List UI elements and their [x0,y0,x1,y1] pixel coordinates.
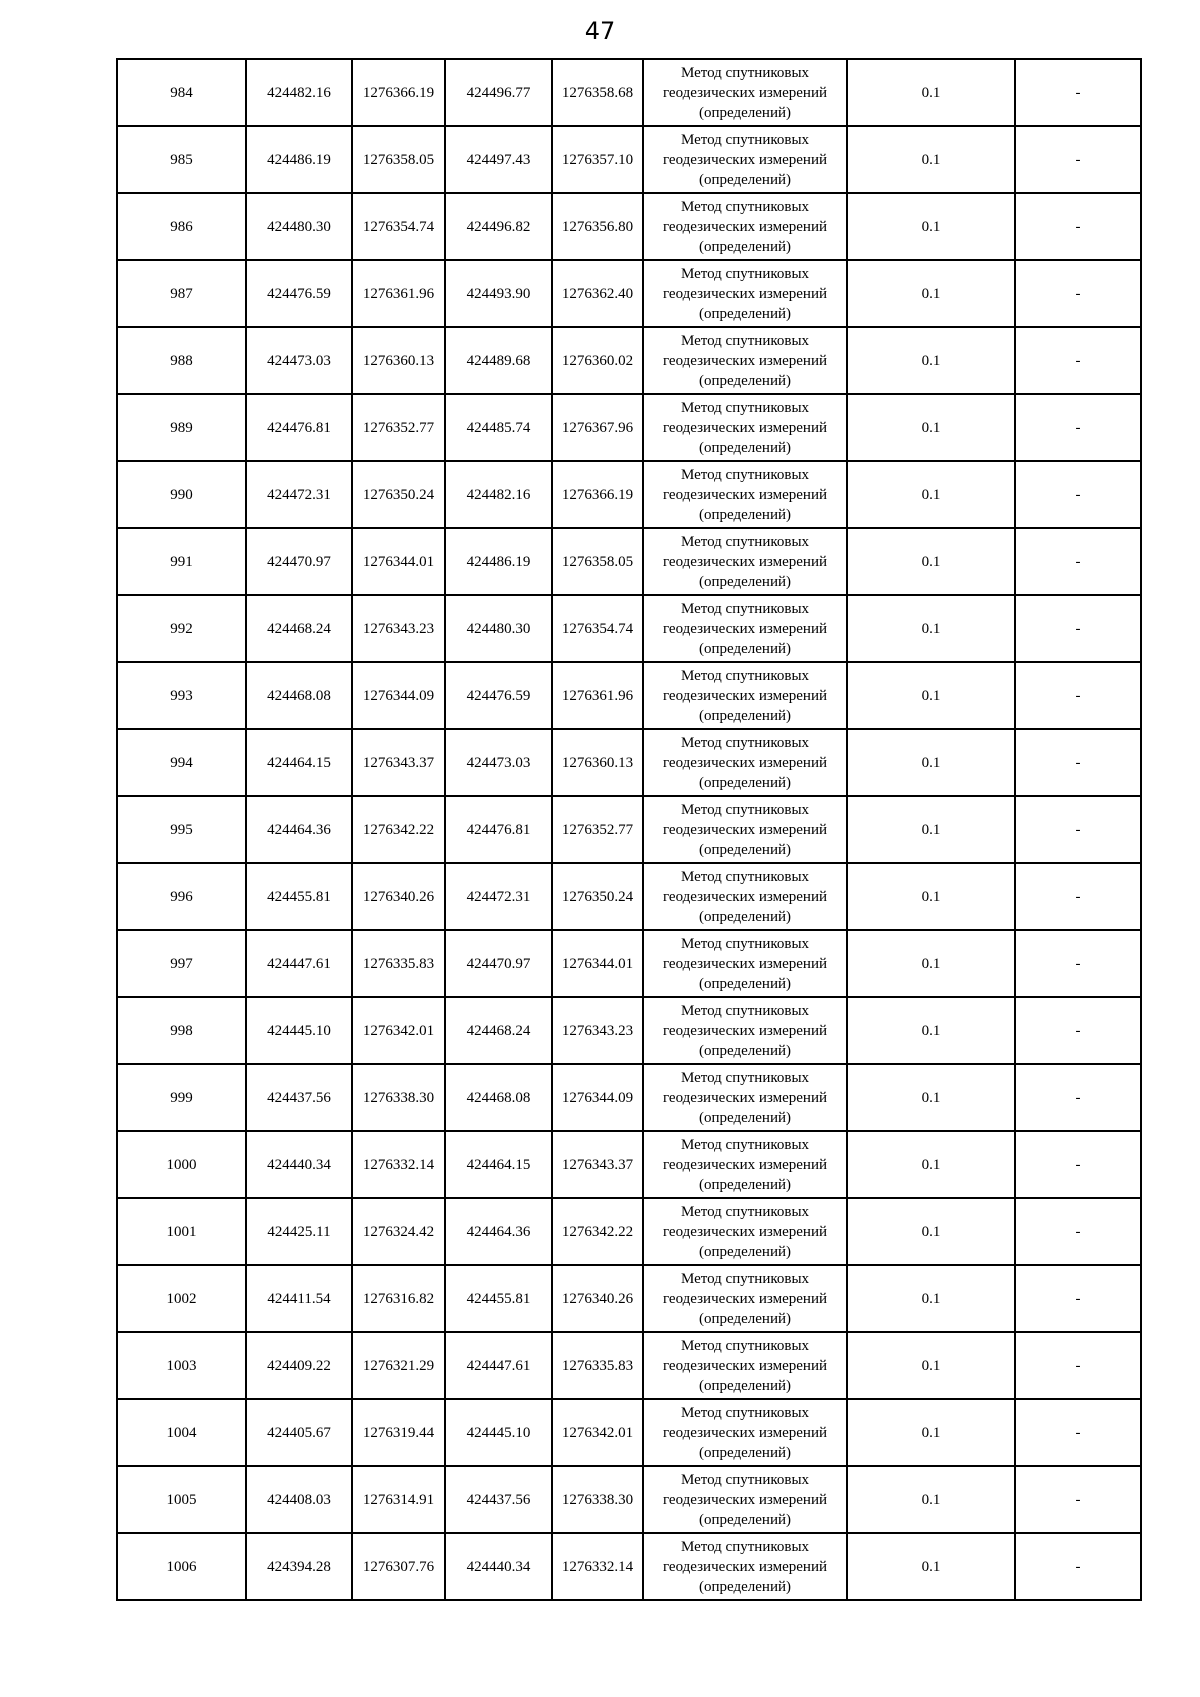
new-y-cell: 1276335.83 [552,1332,643,1399]
method-line: (определений) [699,1310,791,1327]
new-x-cell: 424496.82 [445,193,552,260]
method-line: (определений) [699,841,791,858]
existing-y-cell: 1276340.26 [352,863,445,930]
point-number-cell: 1006 [117,1533,246,1600]
method-line: геодезических измерений [662,1022,828,1039]
table-row [117,595,1141,662]
method-line: (определений) [699,707,791,724]
new-y-cell: 1276343.23 [552,997,643,1064]
existing-y-cell: 1276338.30 [352,1064,445,1131]
accuracy-cell: 0.1 [847,1265,1015,1332]
new-x-cell: 424455.81 [445,1265,552,1332]
method-line: (определений) [699,1511,791,1528]
table-row [117,1466,1141,1533]
method-line: (определений) [699,238,791,255]
method-line: Метод спутниковых [680,399,810,416]
table-row [117,1332,1141,1399]
method-line: геодезических измерений [662,1424,828,1441]
method-line: (определений) [699,439,791,456]
existing-x-cell: 424464.15 [246,729,352,796]
table-row [117,1198,1141,1265]
note-cell: - [1015,193,1141,260]
note-cell: - [1015,1332,1141,1399]
note-cell: - [1015,1399,1141,1466]
method-cell [643,729,847,796]
table-row [117,1131,1141,1198]
method-line: Метод спутниковых [680,466,810,483]
existing-y-cell: 1276321.29 [352,1332,445,1399]
note-cell: - [1015,997,1141,1064]
accuracy-cell: 0.1 [847,595,1015,662]
note-cell: - [1015,930,1141,997]
accuracy-cell: 0.1 [847,1332,1015,1399]
existing-y-cell: 1276342.01 [352,997,445,1064]
existing-y-cell: 1276343.23 [352,595,445,662]
table-row [117,327,1141,394]
point-number-cell: 990 [117,461,246,528]
method-line: (определений) [699,1444,791,1461]
method-line: (определений) [699,1042,791,1059]
existing-x-cell: 424482.16 [246,59,352,126]
method-line: Метод спутниковых [680,801,810,818]
accuracy-cell: 0.1 [847,1399,1015,1466]
new-x-cell: 424485.74 [445,394,552,461]
existing-y-cell: 1276358.05 [352,126,445,193]
method-line: геодезических измерений [662,1558,828,1575]
existing-x-cell: 424408.03 [246,1466,352,1533]
table-row [117,461,1141,528]
point-number-cell: 1002 [117,1265,246,1332]
new-y-cell: 1276367.96 [552,394,643,461]
method-line: (определений) [699,573,791,590]
new-x-cell: 424470.97 [445,930,552,997]
existing-y-cell: 1276366.19 [352,59,445,126]
accuracy-cell: 0.1 [847,461,1015,528]
new-x-cell: 424486.19 [445,528,552,595]
new-x-cell: 424464.36 [445,1198,552,1265]
new-x-cell: 424437.56 [445,1466,552,1533]
new-x-cell: 424496.77 [445,59,552,126]
note-cell: - [1015,327,1141,394]
note-cell: - [1015,1466,1141,1533]
method-line: Метод спутниковых [680,734,810,751]
existing-x-cell: 424464.36 [246,796,352,863]
method-cell [643,193,847,260]
table-row [117,193,1141,260]
method-line: (определений) [699,1377,791,1394]
method-line: Метод спутниковых [680,131,810,148]
table-row [117,997,1141,1064]
new-y-cell: 1276357.10 [552,126,643,193]
table-row [117,796,1141,863]
method-line: геодезических измерений [662,754,828,771]
method-line: Метод спутниковых [680,1471,810,1488]
method-line: Метод спутниковых [680,533,810,550]
existing-x-cell: 424440.34 [246,1131,352,1198]
note-cell: - [1015,528,1141,595]
method-cell [643,930,847,997]
new-x-cell: 424440.34 [445,1533,552,1600]
existing-x-cell: 424447.61 [246,930,352,997]
method-cell [643,528,847,595]
method-line: геодезических измерений [662,218,828,235]
accuracy-cell: 0.1 [847,394,1015,461]
table-body [117,59,1141,1600]
point-number-cell: 985 [117,126,246,193]
point-number-cell: 1005 [117,1466,246,1533]
method-cell [643,863,847,930]
method-line: геодезических измерений [662,620,828,637]
accuracy-cell: 0.1 [847,1131,1015,1198]
existing-y-cell: 1276360.13 [352,327,445,394]
new-y-cell: 1276358.68 [552,59,643,126]
new-x-cell: 424472.31 [445,863,552,930]
method-cell [643,595,847,662]
method-cell [643,997,847,1064]
table-row [117,930,1141,997]
method-line: геодезических измерений [662,687,828,704]
method-line: геодезических измерений [662,151,828,168]
note-cell: - [1015,126,1141,193]
accuracy-cell: 0.1 [847,930,1015,997]
existing-y-cell: 1276343.37 [352,729,445,796]
point-number-cell: 1003 [117,1332,246,1399]
new-y-cell: 1276361.96 [552,662,643,729]
new-y-cell: 1276332.14 [552,1533,643,1600]
point-number-cell: 987 [117,260,246,327]
table-row [117,59,1141,126]
accuracy-cell: 0.1 [847,863,1015,930]
existing-y-cell: 1276350.24 [352,461,445,528]
table-row [117,1064,1141,1131]
note-cell: - [1015,260,1141,327]
point-number-cell: 996 [117,863,246,930]
existing-y-cell: 1276335.83 [352,930,445,997]
accuracy-cell: 0.1 [847,1198,1015,1265]
table-row [117,394,1141,461]
note-cell: - [1015,1131,1141,1198]
method-cell [643,327,847,394]
method-cell [643,662,847,729]
method-cell [643,126,847,193]
note-cell: - [1015,1265,1141,1332]
method-line: геодезических измерений [662,553,828,570]
method-line: Метод спутниковых [680,1002,810,1019]
method-line: геодезических измерений [662,821,828,838]
method-cell [643,394,847,461]
new-y-cell: 1276356.80 [552,193,643,260]
new-y-cell: 1276352.77 [552,796,643,863]
new-y-cell: 1276366.19 [552,461,643,528]
method-line: Метод спутниковых [680,1203,810,1220]
point-number-cell: 994 [117,729,246,796]
point-number-cell: 984 [117,59,246,126]
accuracy-cell: 0.1 [847,260,1015,327]
existing-y-cell: 1276332.14 [352,1131,445,1198]
existing-x-cell: 424480.30 [246,193,352,260]
method-cell [643,1533,847,1600]
existing-y-cell: 1276307.76 [352,1533,445,1600]
existing-x-cell: 424476.59 [246,260,352,327]
accuracy-cell: 0.1 [847,796,1015,863]
point-number-cell: 998 [117,997,246,1064]
coordinates-table [116,58,1142,1601]
method-line: (определений) [699,372,791,389]
point-number-cell: 997 [117,930,246,997]
existing-y-cell: 1276344.09 [352,662,445,729]
new-y-cell: 1276344.09 [552,1064,643,1131]
method-line: Метод спутниковых [680,265,810,282]
point-number-cell: 1004 [117,1399,246,1466]
method-line: (определений) [699,171,791,188]
existing-x-cell: 424472.31 [246,461,352,528]
new-x-cell: 424445.10 [445,1399,552,1466]
method-line: Метод спутниковых [680,667,810,684]
method-line: Метод спутниковых [680,64,810,81]
existing-x-cell: 424486.19 [246,126,352,193]
point-number-cell: 988 [117,327,246,394]
method-line: (определений) [699,1176,791,1193]
new-y-cell: 1276340.26 [552,1265,643,1332]
method-line: геодезических измерений [662,84,828,101]
table-row [117,1265,1141,1332]
new-x-cell: 424493.90 [445,260,552,327]
method-line: Метод спутниковых [680,935,810,952]
table-row [117,528,1141,595]
new-y-cell: 1276360.13 [552,729,643,796]
table-row [117,1399,1141,1466]
existing-x-cell: 424445.10 [246,997,352,1064]
accuracy-cell: 0.1 [847,59,1015,126]
existing-x-cell: 424411.54 [246,1265,352,1332]
note-cell: - [1015,1533,1141,1600]
accuracy-cell: 0.1 [847,126,1015,193]
method-line: (определений) [699,104,791,121]
new-y-cell: 1276344.01 [552,930,643,997]
existing-y-cell: 1276361.96 [352,260,445,327]
method-line: геодезических измерений [662,285,828,302]
method-cell [643,1332,847,1399]
page-number: 47 [584,17,616,45]
method-line: Метод спутниковых [680,1270,810,1287]
method-cell [643,1131,847,1198]
table-row [117,260,1141,327]
method-line: (определений) [699,1243,791,1260]
method-line: (определений) [699,1578,791,1595]
note-cell: - [1015,662,1141,729]
existing-x-cell: 424455.81 [246,863,352,930]
method-line: геодезических измерений [662,888,828,905]
point-number-cell: 992 [117,595,246,662]
note-cell: - [1015,461,1141,528]
accuracy-cell: 0.1 [847,327,1015,394]
new-x-cell: 424473.03 [445,729,552,796]
new-y-cell: 1276362.40 [552,260,643,327]
method-line: (определений) [699,975,791,992]
note-cell: - [1015,729,1141,796]
new-x-cell: 424447.61 [445,1332,552,1399]
method-line: геодезических измерений [662,419,828,436]
method-cell [643,260,847,327]
method-line: геодезических измерений [662,1290,828,1307]
method-line: (определений) [699,1109,791,1126]
point-number-cell: 986 [117,193,246,260]
existing-x-cell: 424405.67 [246,1399,352,1466]
table-row [117,1533,1141,1600]
method-line: Метод спутниковых [680,868,810,885]
method-cell [643,59,847,126]
new-x-cell: 424497.43 [445,126,552,193]
point-number-cell: 999 [117,1064,246,1131]
accuracy-cell: 0.1 [847,1064,1015,1131]
new-x-cell: 424476.81 [445,796,552,863]
method-line: геодезических измерений [662,1156,828,1173]
table-row [117,863,1141,930]
method-line: (определений) [699,640,791,657]
existing-y-cell: 1276344.01 [352,528,445,595]
accuracy-cell: 0.1 [847,528,1015,595]
method-line: геодезических измерений [662,1089,828,1106]
method-cell [643,1265,847,1332]
note-cell: - [1015,1064,1141,1131]
existing-y-cell: 1276324.42 [352,1198,445,1265]
existing-x-cell: 424409.22 [246,1332,352,1399]
new-y-cell: 1276350.24 [552,863,643,930]
point-number-cell: 993 [117,662,246,729]
note-cell: - [1015,796,1141,863]
note-cell: - [1015,863,1141,930]
existing-y-cell: 1276319.44 [352,1399,445,1466]
new-x-cell: 424468.08 [445,1064,552,1131]
table-row [117,729,1141,796]
new-x-cell: 424480.30 [445,595,552,662]
note-cell: - [1015,1198,1141,1265]
accuracy-cell: 0.1 [847,193,1015,260]
new-y-cell: 1276358.05 [552,528,643,595]
existing-x-cell: 424437.56 [246,1064,352,1131]
method-cell [643,1198,847,1265]
new-x-cell: 424468.24 [445,997,552,1064]
method-line: (определений) [699,506,791,523]
method-line: геодезических измерений [662,1357,828,1374]
accuracy-cell: 0.1 [847,1533,1015,1600]
method-cell [643,1064,847,1131]
existing-x-cell: 424468.24 [246,595,352,662]
method-line: Метод спутниковых [680,1136,810,1153]
new-x-cell: 424464.15 [445,1131,552,1198]
new-y-cell: 1276342.01 [552,1399,643,1466]
method-line: (определений) [699,305,791,322]
existing-x-cell: 424468.08 [246,662,352,729]
table-row [117,662,1141,729]
point-number-cell: 989 [117,394,246,461]
existing-x-cell: 424425.11 [246,1198,352,1265]
method-line: (определений) [699,774,791,791]
point-number-cell: 991 [117,528,246,595]
point-number-cell: 995 [117,796,246,863]
new-x-cell: 424482.16 [445,461,552,528]
note-cell: - [1015,394,1141,461]
method-line: геодезических измерений [662,486,828,503]
existing-y-cell: 1276354.74 [352,193,445,260]
point-number-cell: 1000 [117,1131,246,1198]
existing-y-cell: 1276316.82 [352,1265,445,1332]
note-cell: - [1015,59,1141,126]
method-cell [643,1466,847,1533]
existing-y-cell: 1276342.22 [352,796,445,863]
existing-x-cell: 424470.97 [246,528,352,595]
table-row [117,126,1141,193]
new-y-cell: 1276343.37 [552,1131,643,1198]
new-x-cell: 424476.59 [445,662,552,729]
method-line: Метод спутниковых [680,1538,810,1555]
new-y-cell: 1276360.02 [552,327,643,394]
method-line: геодезических измерений [662,1491,828,1508]
method-line: Метод спутниковых [680,198,810,215]
accuracy-cell: 0.1 [847,1466,1015,1533]
new-y-cell: 1276338.30 [552,1466,643,1533]
method-line: Метод спутниковых [680,1069,810,1086]
method-cell [643,461,847,528]
new-y-cell: 1276354.74 [552,595,643,662]
accuracy-cell: 0.1 [847,997,1015,1064]
method-line: Метод спутниковых [680,1404,810,1421]
method-line: Метод спутниковых [680,600,810,617]
new-x-cell: 424489.68 [445,327,552,394]
existing-y-cell: 1276314.91 [352,1466,445,1533]
note-cell: - [1015,595,1141,662]
method-line: Метод спутниковых [680,332,810,349]
method-line: геодезических измерений [662,955,828,972]
point-number-cell: 1001 [117,1198,246,1265]
accuracy-cell: 0.1 [847,729,1015,796]
method-cell [643,1399,847,1466]
method-line: геодезических измерений [662,352,828,369]
method-line: Метод спутниковых [680,1337,810,1354]
accuracy-cell: 0.1 [847,662,1015,729]
method-line: (определений) [699,908,791,925]
existing-x-cell: 424394.28 [246,1533,352,1600]
existing-x-cell: 424473.03 [246,327,352,394]
existing-y-cell: 1276352.77 [352,394,445,461]
new-y-cell: 1276342.22 [552,1198,643,1265]
method-cell [643,796,847,863]
existing-x-cell: 424476.81 [246,394,352,461]
method-line: геодезических измерений [662,1223,828,1240]
